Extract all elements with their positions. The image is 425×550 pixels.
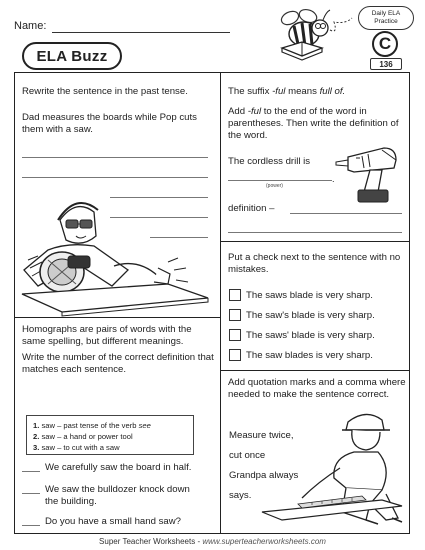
worksheet-title: ELA Buzz [22,42,122,70]
q4-sentence-1: We carefully saw the board in half. [45,462,192,473]
q4-answer-blank-2[interactable] [22,493,40,494]
q2-definition-line[interactable] [228,232,402,233]
column-divider [220,72,221,534]
right-section-divider-1 [220,241,410,242]
q4-definition-1: 1. saw – past tense of the verb see [33,421,151,430]
q3-option-3: The saws' blade is very sharp. [246,330,375,341]
name-label: Name: [14,20,47,32]
q4-definition-2: 2. saw – a hand or power tool [33,432,133,441]
left-section-divider [14,317,221,318]
worksheet-number: 136 [370,58,402,70]
q2-prompt: The cordless drill is [228,156,311,167]
q4-instruction: Write the number of the correct definition that matches each sentence. [22,352,214,375]
q2-instruction: Add -ful to the end of the word in parentheses. Then write the definition of the word. [228,106,399,141]
q4-intro: Homographs are pairs of words with the same spelling, but different meanings. [22,324,192,347]
q2-period: . [332,174,335,184]
q4-sentence-2: We saw the bulldozer knock down the building. [45,484,190,507]
q4-answer-blank-3[interactable] [22,525,40,526]
difficulty-letter: C [372,31,398,57]
q1-answer-line[interactable] [22,177,208,178]
q5-sentence-line-3: Grandpa always [229,470,299,481]
q5-sentence-line-1: Measure twice, [229,430,294,441]
q1-sentence: Dad measures the boards while Pop cuts them with a saw. [22,112,197,135]
q3-checkbox-4[interactable] [229,349,241,361]
q2-intro: The suffix -ful means full of. [228,86,346,97]
name-write-line[interactable] [52,32,230,33]
q3-option-4: The saw blades is very sharp. [246,350,373,361]
q3-checkbox-2[interactable] [229,309,241,321]
q2-definition-line[interactable] [290,213,402,214]
bee-reading-book-icon [268,4,342,66]
q3-option-2: The saw's blade is very sharp. [246,310,375,321]
daily-ela-badge: Daily ELA Practice [358,6,414,30]
q4-definitions-box [26,415,194,455]
q5-sentence-line-2: cut once [229,450,266,461]
q1-instruction: Rewrite the sentence in the past tense. [22,86,188,97]
q3-checkbox-1[interactable] [229,289,241,301]
q5-sentence-line-4: says. [229,490,252,501]
q2-answer-line[interactable] [228,180,332,181]
q2-hint: (power) [266,183,283,189]
q4-answer-blank-1[interactable] [22,471,40,472]
q4-definition-3: 3. saw – to cut with a saw [33,443,120,452]
q5-instruction: Add quotation marks and a comma where needed to make the sentence correct. [228,377,406,400]
q3-option-1: The saws blade is very sharp. [246,290,373,301]
q3-checkbox-3[interactable] [229,329,241,341]
q1-answer-line[interactable] [22,157,208,158]
q3-instruction: Put a check next to the sentence with no mistakes. [228,252,401,275]
cordless-drill-illustration [334,140,406,206]
q2-definition-label: definition – [228,203,275,214]
footer-url[interactable]: www.superteacherworksheets.com [202,537,326,546]
right-section-divider-2 [220,370,410,371]
q4-sentence-3: Do you have a small hand saw? [45,516,181,527]
man-using-circular-saw-illustration [18,190,214,316]
footer: Super Teacher Worksheets - www.superteacherworksheets.com [99,537,326,546]
man-measuring-board-illustration [262,408,408,532]
